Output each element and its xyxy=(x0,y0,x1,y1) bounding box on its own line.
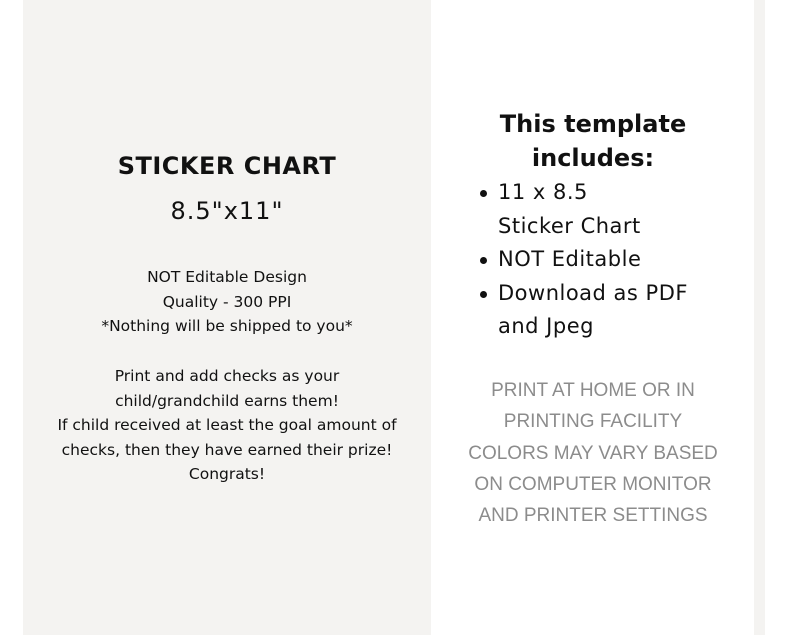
list-item-line: and Jpeg xyxy=(498,314,594,338)
notice-line: AND PRINTER SETTINGS xyxy=(478,505,708,527)
instructions-line: Congrats! xyxy=(188,465,266,483)
list-item-line: 11 x 8.5 xyxy=(498,180,588,204)
details-line: Quality - 300 PPI xyxy=(162,292,292,311)
notice-line: PRINTING FACILITY xyxy=(503,411,683,433)
right-edge-strip xyxy=(754,0,765,635)
notice-line: PRINT AT HOME OR IN xyxy=(491,380,695,401)
instructions-line: Print and add checks as your xyxy=(114,367,340,385)
paper-size: 8.5"x11" xyxy=(170,197,284,225)
list-item-line: Sticker Chart xyxy=(498,213,641,238)
notice-line: COLORS MAY VARY BASED xyxy=(468,442,718,464)
instructions-block xyxy=(23,364,431,487)
list-item xyxy=(475,176,755,243)
print-notice xyxy=(440,375,746,531)
list-item-line: NOT Editable xyxy=(498,247,642,271)
instructions-line: child/grandchild earns them! xyxy=(115,391,339,410)
details-line: NOT Editable Design xyxy=(147,268,307,286)
instructions-line: checks, then they have earned their prize! xyxy=(61,440,393,459)
list-item-line: Download as PDF xyxy=(498,280,688,305)
notice-line: ON COMPUTER MONITOR xyxy=(474,473,712,495)
list-item xyxy=(475,243,755,277)
includes-list xyxy=(475,176,755,344)
sticker-chart-title: STICKER CHART xyxy=(117,152,337,180)
details-block xyxy=(23,265,431,339)
heading-line: includes: xyxy=(531,144,655,172)
instructions-line: If child received at least the goal amount of xyxy=(57,416,397,434)
template-includes-heading xyxy=(440,107,746,175)
list-item xyxy=(475,277,755,344)
details-line: *Nothing will be shipped to you* xyxy=(101,317,353,335)
heading-line: This template xyxy=(499,110,687,138)
